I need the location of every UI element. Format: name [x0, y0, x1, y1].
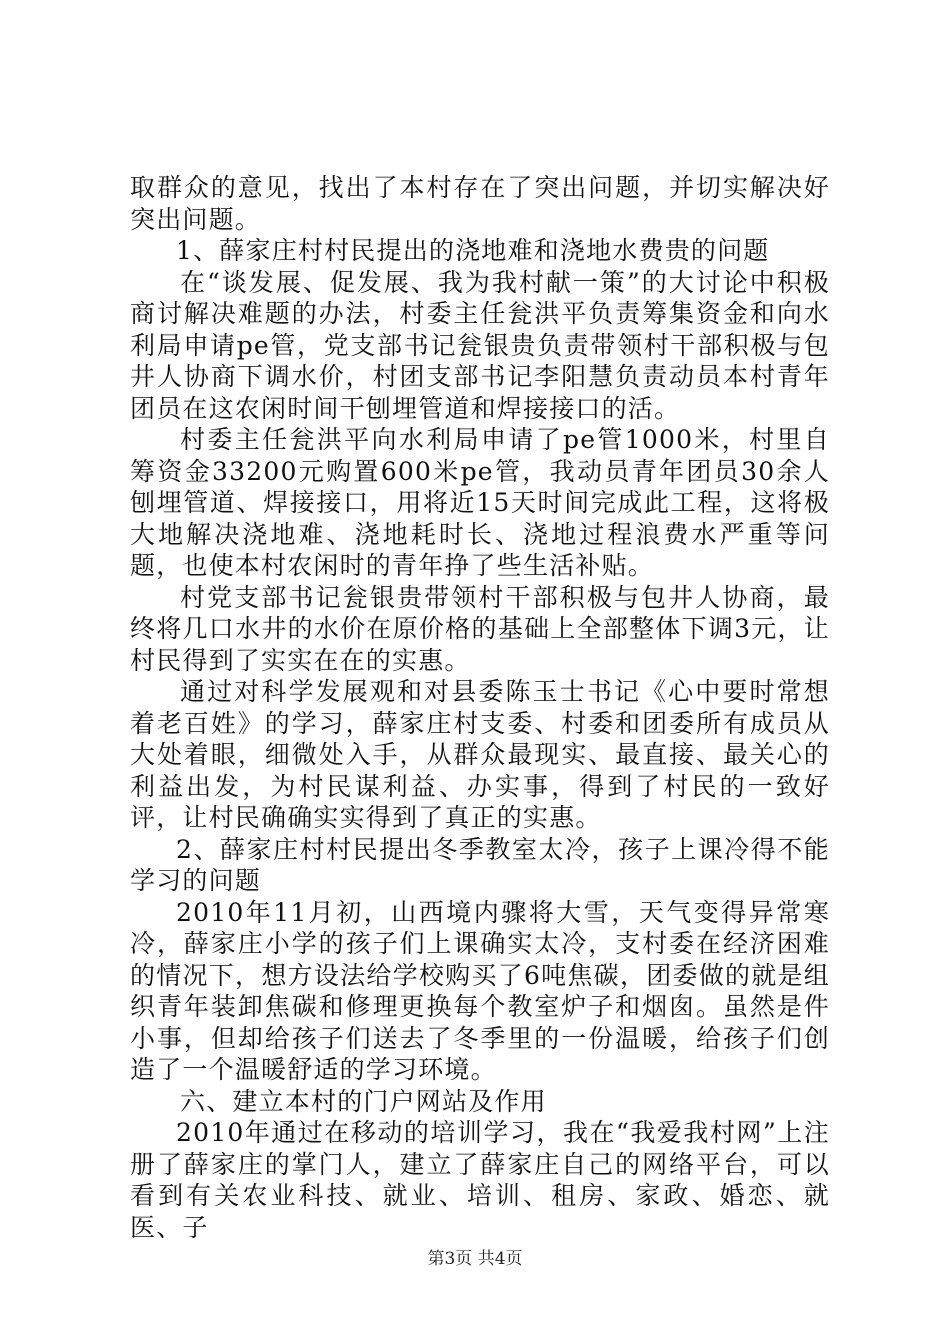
paragraph: 2010年通过在移动的培训学习，我在“我爱我村网”上注册了薛家庄的掌门人，建立了薛家庄自己的网络平台，可以看到有关农业科技、就业、培训、租房、家政、婚恋、就医、子 [130, 1118, 830, 1242]
paragraph-continuation: 取群众的意见，找出了本村存在了突出问题，并切实解决好突出问题。 [130, 173, 830, 234]
section-heading-2: 2、薛家庄村村民提出冬季教室太冷，孩子上课冷得不能学习的问题 [130, 834, 830, 895]
paragraph: 村党支部书记瓮银贵带领村干部积极与包井人协商，最终将几口水井的水价在原价格的基础上全部整体下调3元，让村民得到了实实在在的实惠。 [130, 582, 830, 675]
paragraph: 村委主任瓮洪平向水利局申请了pe管1000米，村里自筹资金33200元购置600米pe管，我动员青年团员30余人刨埋管道、焊接接口，用将近15天时间完成此工程，这将极大地解决浇地难、浇地耗时长、浇地过程浪费水严重等问题，也使本村农闲时的青年挣了些生活补贴。 [130, 425, 830, 580]
paragraph: 通过对科学发展观和对县委陈玉士书记《心中要时常想着老百姓》的学习，薛家庄村支委、村委和团委所有成员从大处着眼，细微处入手，从群众最现实、最直接、最关心的利益出发，为村民谋利益、办实事，得到了村民的一致好评，让村民确确实实得到了真正的实惠。 [130, 677, 830, 832]
section-heading-6: 六、建立本村的门户网站及作用 [180, 1086, 547, 1116]
page-number: 第3页 共4页 [427, 1249, 523, 1269]
document-body [130, 172, 830, 1243]
section-heading-1: 1、薛家庄村村民提出的浇地难和浇地水费贵的问题 [176, 236, 770, 265]
page-footer [0, 1244, 950, 1269]
paragraph: 2010年11月初，山西境内骤将大雪，天气变得异常寒冷，薛家庄小学的孩子们上课确实太冷，支村委在经济困难的情况下，想方设法给学校购买了6吨焦碳，团委做的就是组织青年装卸焦碳和修理更换每个教室炉子和烟囱。虽然是件小事，但却给孩子们送去了冬季里的一份温暖，给孩子们创造了一个温暖舒适的学习环境。 [130, 897, 830, 1084]
paragraph: 在“谈发展、促发展、我为我村献一策”的大讨论中积极商讨解决难题的办法，村委主任瓮洪平负责筹集资金和向水利局申请pe管，党支部书记瓮银贵负责带领村干部积极与包井人协商下调水价，村团支部书记李阳慧负责动员本村青年团员在这农闲时间干刨埋管道和焊接接口的活。 [130, 267, 830, 423]
